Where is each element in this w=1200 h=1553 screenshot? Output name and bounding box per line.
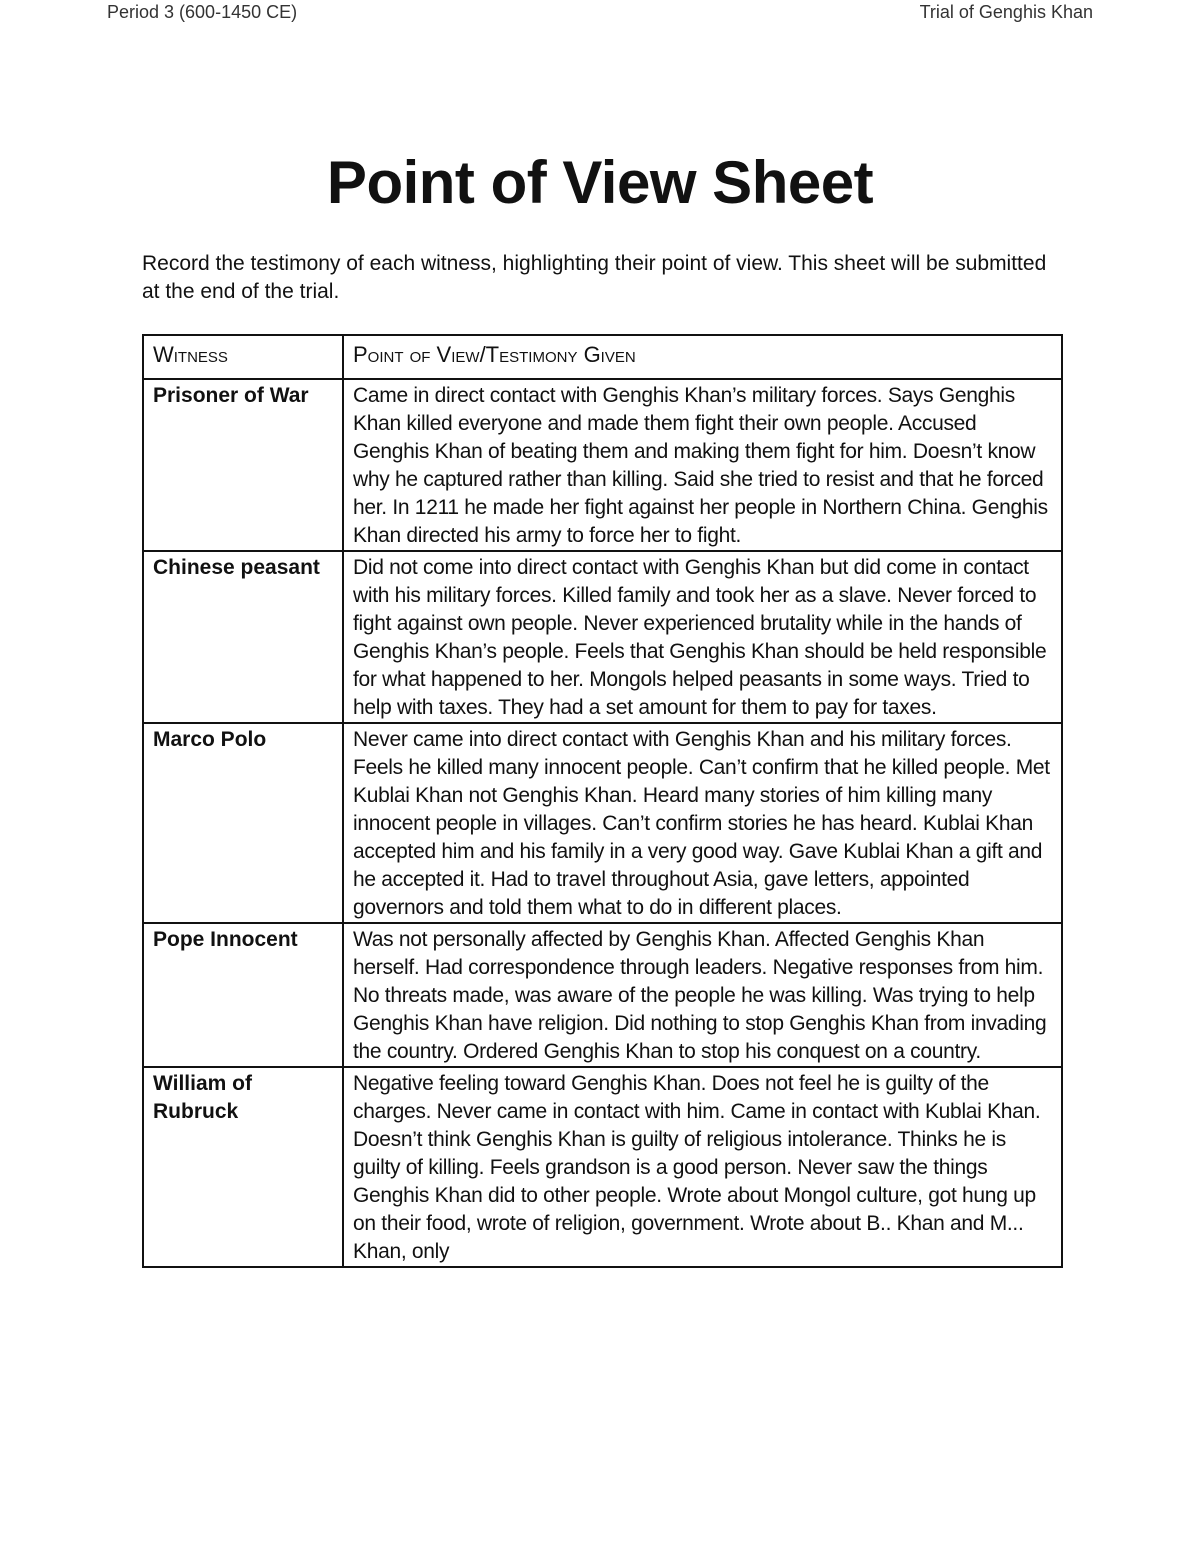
column-header-witness: Witness xyxy=(143,335,343,379)
witness-name: Pope Innocent xyxy=(143,923,343,1067)
table-header-row xyxy=(143,335,1062,379)
witness-name: William of Rubruck xyxy=(143,1067,343,1267)
witness-name: Chinese peasant xyxy=(143,551,343,723)
header-period: Period 3 (600-1450 CE) xyxy=(107,2,298,22)
header-trial-title: Trial of Genghis Khan xyxy=(919,2,1093,22)
testimony-text: Came in direct contact with Genghis Khan’s military forces. Says Genghis Khan killed everyone and made them fight their own people. Accused Genghis Khan of beating them and making them fight for him. Doesn’t know why he captured rather than killing. Said she tried to resist and that he forced her. In 1211 he made her fight against her people in Northern China. Genghis Khan directed his army to force her to fight. xyxy=(343,379,1062,551)
testimony-text: Negative feeling toward Genghis Khan. Does not feel he is guilty of the charges. Never came in contact with him. Came in contact with Kublai Khan. Doesn’t think Genghis Khan is guilty of religious intolerance. Thinks he is guilty of killing. Feels grandson is a good person. Never saw the things Genghis Khan did to other people. Wrote about Mongol culture, got hung up on their food, wrote of religion, government. Wrote about B.. Khan and M... Khan, only xyxy=(343,1067,1062,1267)
intro-instructions: Record the testimony of each witness, highlighting their point of view. This sheet will be submitted at the end of the trial. xyxy=(142,252,1047,303)
testimony-text: Was not personally affected by Genghis Khan. Affected Genghis Khan herself. Had correspondence through leaders. Negative responses from him. No threats made, was aware of the people he was killing. Was trying to help Genghis Khan have religion. Did nothing to stop Genghis Khan from invading the country. Ordered Genghis Khan to stop his conquest on a country. xyxy=(343,923,1062,1067)
point-of-view-table xyxy=(142,334,1063,1268)
testimony-text: Never came into direct contact with Genghis Khan and his military forces. Feels he killed many innocent people. Can’t confirm that he killed people. Met Kublai Khan not Genghis Khan. Heard many stories of him killing many innocent people in villages. Can’t confirm stories he has heard. Kublai Khan accepted him and his family in a very good way. Gave Kublai Khan a gift and he accepted it. Had to travel throughout Asia, gave letters, appointed governors and told them what to do in different places. xyxy=(343,723,1062,923)
table-row xyxy=(143,379,1062,551)
table-row xyxy=(143,551,1062,723)
witness-name: Prisoner of War xyxy=(143,379,343,551)
table-row xyxy=(143,723,1062,923)
witness-name: Marco Polo xyxy=(143,723,343,923)
page-title: Point of View Sheet xyxy=(326,149,874,216)
table-row xyxy=(143,923,1062,1067)
table-row xyxy=(143,1067,1062,1267)
testimony-text: Did not come into direct contact with Genghis Khan but did come in contact with his military forces. Killed family and took her as a slave. Never forced to fight against own people. Never experienced brutality while in the hands of Genghis Khan’s people. Feels that Genghis Khan should be held responsible for what happened to her. Mongols helped peasants in some ways. Tried to help with taxes. They had a set amount for them to pay for taxes. xyxy=(343,551,1062,723)
column-header-testimony: Point of View/Testimony Given xyxy=(343,335,1062,379)
